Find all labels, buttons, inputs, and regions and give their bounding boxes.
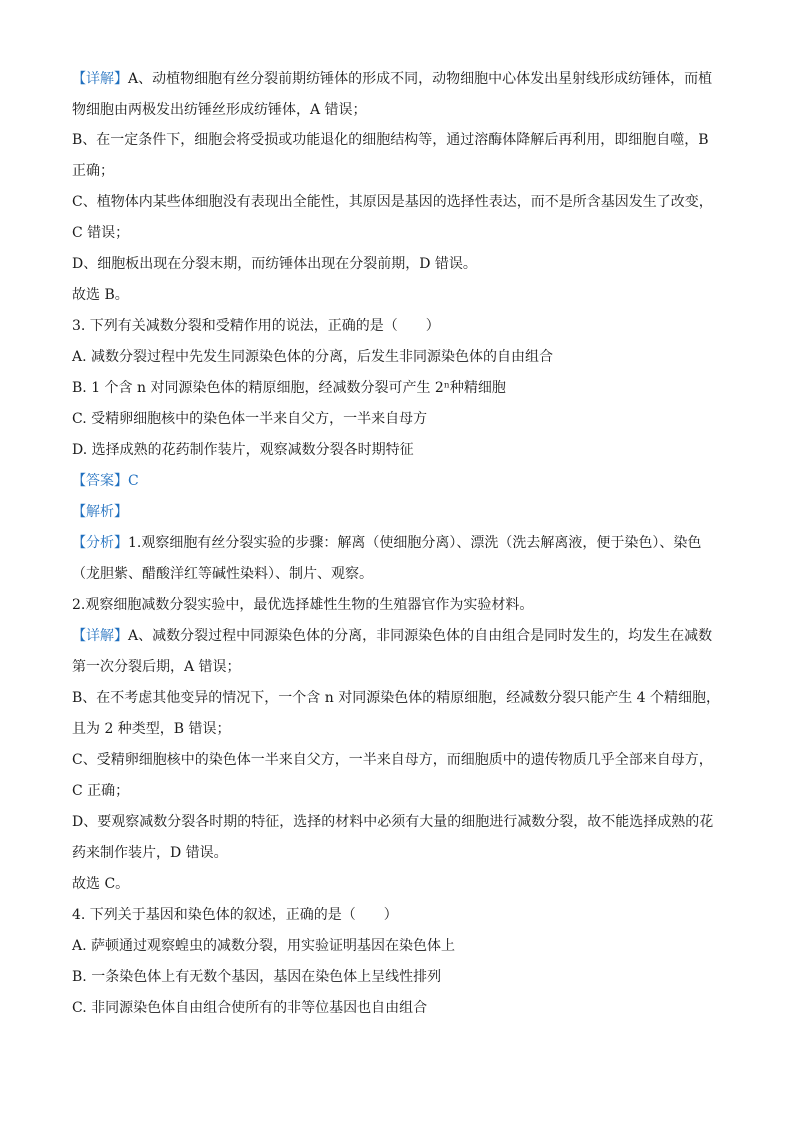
text-line: C 正确； (72, 783, 130, 799)
text-line: 故选 B。 (72, 287, 129, 303)
option-c: C. 受精卵细胞核中的染色体一半来自父方，一半来自母方 (72, 411, 428, 427)
question-stem: 3. 下列有关减数分裂和受精作用的说法，正确的是（ ） (72, 318, 440, 334)
answer-tag: 【答案】C (72, 473, 139, 489)
text-line: 物细胞由两极发出纺锤丝形成纺锤体，A 错误； (72, 102, 367, 118)
text-line: 故选 C。 (72, 876, 130, 892)
text-line: 正确； (72, 163, 114, 179)
text-line: B、在不考虑其他变异的情况下，一个含 n 对同源染色体的精原细胞，经减数分裂只能产生 4 个精细胞， (72, 690, 721, 706)
option-b: B. 一条染色体上有无数个基因，基因在染色体上呈线性排列 (72, 969, 442, 985)
text-line: D、细胞板出现在分裂末期，而纺锤体出现在分裂前期，D 错误。 (72, 256, 477, 272)
option-b: B. 1 个含 n 对同源染色体的精原细胞，经减数分裂可产生 2ⁿ种精细胞 (72, 380, 506, 396)
option-d: D. 选择成熟的花药制作装片，观察减数分裂各时期特征 (72, 442, 414, 458)
text-line: （龙胆紫、醋酸洋红等碱性染料）、制片、观察。 (72, 566, 373, 582)
text-line: 药来制作装片，D 错误。 (72, 845, 228, 861)
text-line: D、要观察减数分裂各时期的特征，选择的材料中必须有大量的细胞进行减数分裂，故不能选择成熟的花 (72, 814, 714, 830)
text-line: 【详解】A、动植物细胞有丝分裂前期纺锤体的形成不同，动物细胞中心体发出星射线形成纺锤体，而植 (72, 71, 713, 87)
text-line: 【分析】1.观察细胞有丝分裂实验的步骤：解离（使细胞分离）、漂洗（洗去解离液，便于染色）、染色 (72, 535, 702, 551)
question-stem: 4. 下列关于基因和染色体的叙述，正确的是（ ） (72, 907, 398, 923)
option-a: A. 萨顿通过观察蝗虫的减数分裂，用实验证明基因在染色体上 (72, 938, 456, 954)
text-line: C、受精卵细胞核中的染色体一半来自父方，一半来自母方，而细胞质中的遗传物质几乎全部来自母方， (72, 752, 713, 768)
text-line: C 错误； (72, 225, 130, 241)
text-line: C、植物体内某些体细胞没有表现出全能性，其原因是基因的选择性表达，而不是所含基因发生了改变， (72, 194, 713, 210)
option-c: C. 非同源染色体自由组合使所有的非等位基因也自由组合 (72, 1000, 428, 1016)
text-line: 第一次分裂后期，A 错误； (72, 659, 241, 675)
text-line: 【详解】A、减数分裂过程中同源染色体的分离，非同源染色体的自由组合是同时发生的，均发生在减数 (72, 628, 713, 644)
text-line: B、在一定条件下，细胞会将受损或功能退化的细胞结构等，通过溶酶体降解后再利用，即细胞自噬，B (72, 132, 709, 148)
text-line: 且为 2 种类型，B 错误； (72, 721, 231, 737)
analysis-tag: 【解析】 (72, 504, 128, 520)
option-a: A. 减数分裂过程中先发生同源染色体的分离，后发生非同源染色体的自由组合 (72, 349, 554, 365)
text-line: 2.观察细胞减数分裂实验中，最优选择雄性生物的生殖器官作为实验材料。 (72, 597, 534, 613)
